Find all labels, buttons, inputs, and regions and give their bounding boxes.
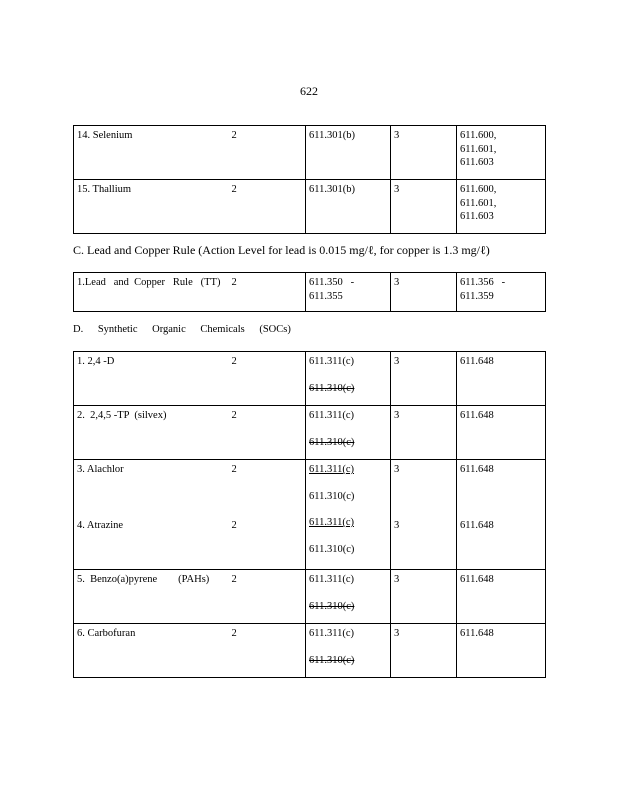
cell-col2: 2	[229, 406, 306, 460]
table-row	[74, 180, 546, 234]
cell-col5: 611.648	[457, 570, 546, 624]
cell-line: 611.356 -	[460, 277, 506, 288]
table-row	[74, 273, 546, 312]
cell-col3	[306, 460, 391, 570]
cell-col4: 3	[391, 126, 457, 180]
cell-col5	[457, 460, 546, 570]
cell-line: 611.600,	[460, 130, 497, 141]
method-original: 611.310(c)	[309, 543, 355, 555]
cell-line: 611.603	[460, 211, 494, 222]
cell-col3	[306, 406, 391, 460]
cell-value: 611.648	[460, 464, 494, 475]
cell-col5: 611.648	[457, 624, 546, 678]
method-current: 611.311(c)	[309, 410, 354, 421]
section-d-heading: D. Synthetic Organic Chemicals (SOCs)	[73, 324, 291, 335]
cell-line: 611.600,	[460, 184, 497, 195]
contaminant-name: 3. Alachlor	[77, 464, 124, 475]
cell-col3	[306, 570, 391, 624]
cell-col4	[391, 460, 457, 570]
cell-line: 611.359	[460, 290, 494, 302]
table-row	[74, 570, 546, 624]
cell-col2: 2	[229, 624, 306, 678]
cell-col2: 2	[229, 570, 306, 624]
cell-col4: 3	[391, 180, 457, 234]
cell-col2: 2	[229, 352, 306, 406]
cell-col3: 611.301(b)	[306, 180, 391, 234]
cell-contaminant: 5. Benzo(a)pyrene (PAHs)	[74, 570, 229, 624]
cell-value: 3	[394, 464, 400, 475]
method-deleted: 611.310(c)	[309, 382, 355, 394]
cell-contaminant: 14. Selenium	[74, 126, 229, 180]
cell-line: 611.601,	[460, 197, 497, 209]
method-inserted: 611.311(c)	[309, 464, 354, 475]
cell-contaminant	[74, 460, 229, 570]
table-row	[74, 406, 546, 460]
cell-col3	[306, 352, 391, 406]
table-row	[74, 126, 546, 180]
cell-col3	[306, 624, 391, 678]
cell-contaminant: 1.Lead and Copper Rule (TT)	[74, 273, 229, 312]
cell-col5: 611.648	[457, 352, 546, 406]
cell-col2: 2	[229, 180, 306, 234]
cell-col5	[457, 180, 546, 234]
cell-line: 611.603	[460, 157, 494, 168]
page-number: 622	[300, 84, 318, 98]
cell-value: 3	[394, 519, 400, 531]
cell-col2	[229, 460, 306, 570]
table-row	[74, 352, 546, 406]
cell-col5	[457, 273, 546, 312]
cell-contaminant: 1. 2,4 -D	[74, 352, 229, 406]
method-current: 611.311(c)	[309, 628, 354, 639]
cell-contaminant: 15. Thallium	[74, 180, 229, 234]
contaminant-name: 4. Atrazine	[77, 519, 124, 531]
section-c-heading: C. Lead and Copper Rule (Action Level for lead is 0.015 mg/ℓ, for copper is 1.3 mg/ℓ)	[73, 243, 490, 257]
cell-value: 611.648	[460, 519, 494, 531]
cell-col5: 611.648	[457, 406, 546, 460]
cell-value: 2	[231, 464, 237, 475]
table-row	[74, 624, 546, 678]
cell-contaminant: 2. 2,4,5 -TP (silvex)	[74, 406, 229, 460]
cell-value: 2	[231, 519, 237, 531]
cell-col4: 3	[391, 624, 457, 678]
method-deleted: 611.310(c)	[309, 654, 355, 666]
cell-col2: 2	[229, 273, 306, 312]
method-current: 611.311(c)	[309, 574, 354, 585]
table-row	[74, 460, 546, 570]
table-inorganic	[73, 125, 546, 234]
cell-line: 611.355	[309, 290, 343, 302]
cell-col4: 3	[391, 273, 457, 312]
method-deleted: 611.310(c)	[309, 600, 355, 612]
cell-col4: 3	[391, 570, 457, 624]
cell-col2: 2	[229, 126, 306, 180]
cell-col3	[306, 273, 391, 312]
method-inserted: 611.311(c)	[309, 517, 354, 528]
cell-col4: 3	[391, 406, 457, 460]
cell-line: 611.350 -	[309, 277, 355, 288]
cell-contaminant: 6. Carbofuran	[74, 624, 229, 678]
cell-line: 611.601,	[460, 143, 497, 155]
method-deleted: 611.310(c)	[309, 436, 355, 448]
cell-col4: 3	[391, 352, 457, 406]
method-original: 611.310(c)	[309, 490, 355, 502]
table-lead-copper	[73, 272, 546, 312]
cell-col3: 611.301(b)	[306, 126, 391, 180]
cell-col5	[457, 126, 546, 180]
table-socs	[73, 351, 546, 678]
method-current: 611.311(c)	[309, 356, 354, 367]
